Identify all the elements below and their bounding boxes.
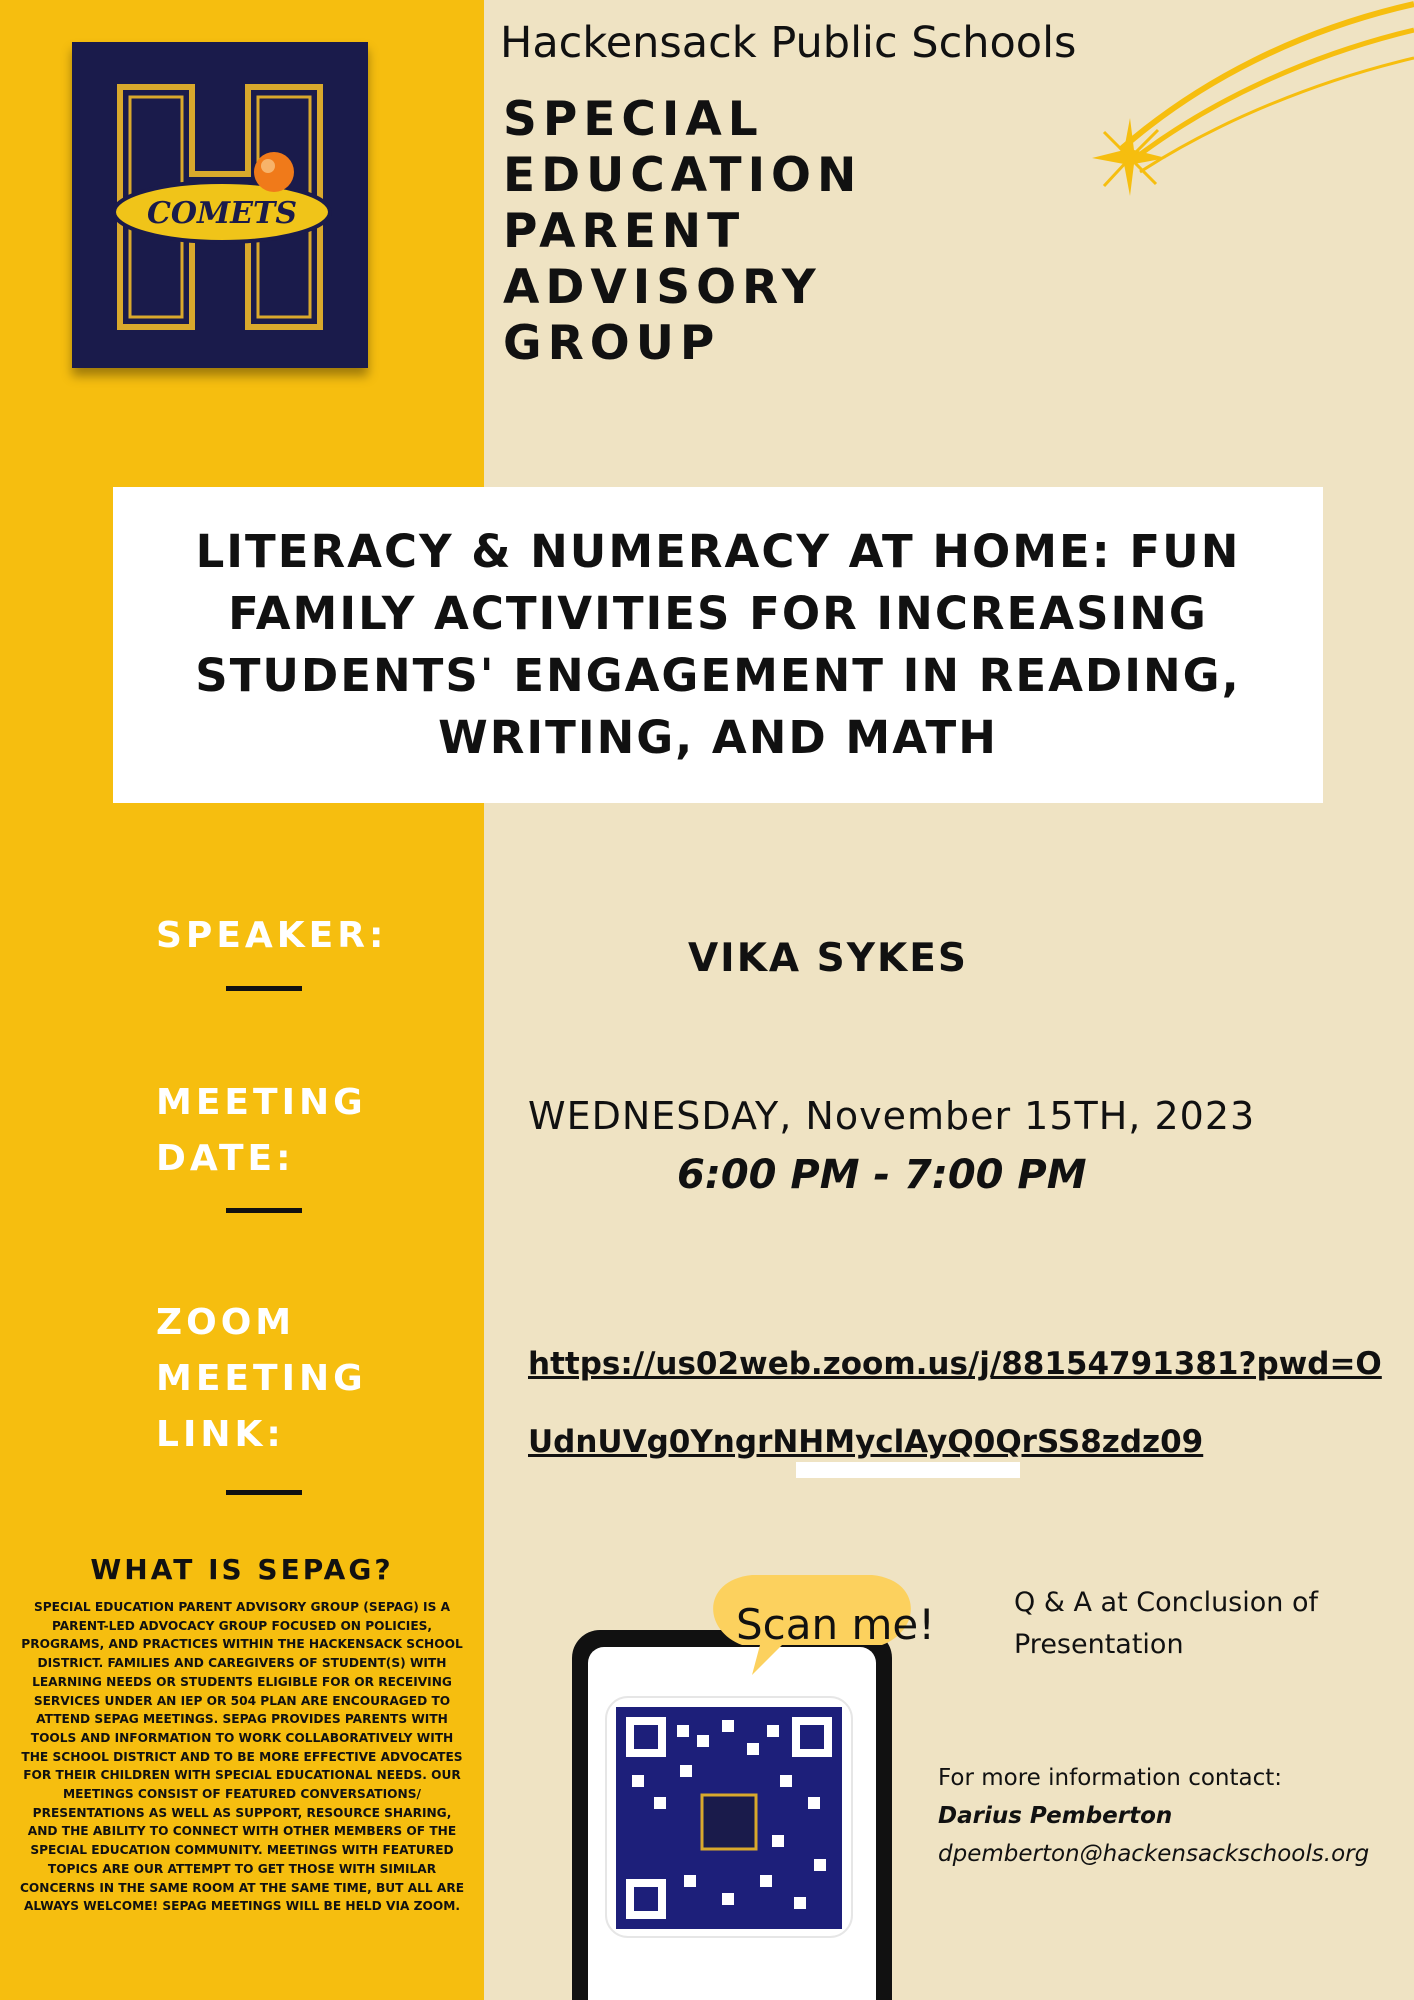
about-description: SPECIAL EDUCATION PARENT ADVISORY GROUP (SEPAG) IS A PARENT-LED ADVOCACY GROUP FOCUSED ON POLICIES, PROGRAMS, AND PRACTICES WITHIN THE HACKENSACK SCHOOL DISTRICT. FAMILIES AND CAREGIVERS OF STUDENT(S) WITH LEARNING NEEDS OR STUDENTS ELIGIBLE FOR OR RECEIVING SERVICES UNDER AN IEP OR 504 PLAN ARE ENCOURAGED TO ATTEND SEPAG MEETINGS. SEPAG PROVIDES PARENTS WITH TOOLS AND INFORMATION TO WORK COLLABORATIVELY WITH THE SCHOOL DISTRICT AND TO BE MORE EFFECTIVE ADVOCATES FOR THEIR CHILDREN WITH SPECIAL EDUCATIONAL NEEDS. OUR MEETINGS CONSIST OF FEATURED CONVERSATIONS/ PRESENTATIONS AS WELL AS SUPPORT, RESOURCE SHARING, AND THE ABILITY TO CONNECT WITH OTHER MEMBERS OF THE SPECIAL EDUCATION COMMUNITY. MEETINGS WITH FEATURED TOPICS ARE OUR ATTEMPT TO GET THOSE WITH SIMILAR CONCERNS IN THE SAME ROOM AT THE SAME TIME, BUT ALL ARE ALWAYS WELCOME! SEPAG MEETINGS WILL BE HELD VIA ZOOM. [19,1600,465,1914]
zoom-label-line: LINK: [156,1414,285,1455]
contact-intro: For more information contact: [938,1765,1283,1791]
contact-email[interactable]: dpemberton@hackensackschools.org [938,1841,1370,1867]
group-title-line: PARENT [503,204,746,259]
meeting-date: WEDNESDAY, November 15TH, 2023 [528,1094,1256,1138]
group-title-line: SPECIAL [503,92,764,147]
comets-logo [72,42,368,368]
event-title: LITERACY & NUMERACY AT HOME: FUN FAMILY ACTIVITIES FOR INCREASING STUDENTS' ENGAGEMENT IN READING, WRITING, AND MATH [195,525,1241,764]
group-title-line: GROUP [503,316,721,371]
contact-name: Darius Pemberton [938,1803,1173,1829]
speaker-label: SPEAKER: [156,915,388,956]
scan-me-label: Scan me! [736,1600,936,1649]
group-title [503,92,862,372]
qr-code-icon [616,1707,842,1929]
logo-text: COMETS [146,196,298,231]
zoom-label-line: ZOOM [156,1302,296,1343]
speaker-divider [226,986,302,991]
speaker-name: VIKA SYKES [688,936,968,981]
organization-name: Hackensack Public Schools [500,18,1077,68]
h-letter-icon [72,42,368,368]
meeting-date-label-line: MEETING [156,1082,367,1123]
about-title: WHAT IS SEPAG? [90,1553,394,1586]
zoom-meeting-link[interactable]: https://us02web.zoom.us/j/88154791381?pwd=OUdnUVg0YngrNHMyclAyQ0QrSS8zdz09 [528,1346,1382,1460]
zoom-link-divider [226,1490,302,1495]
meeting-time: 6:00 PM - 7:00 PM [677,1152,1087,1198]
group-title-line: ADVISORY [503,260,822,315]
zoom-link-label [156,1295,367,1463]
meeting-date-label-line: DATE: [156,1138,295,1179]
zoom-label-line: MEETING [156,1358,367,1399]
contact-block [938,1759,1408,1873]
event-title-box [113,487,1323,803]
group-title-line: EDUCATION [503,148,863,203]
qa-note: Q & A at Conclusion of Presentation [1014,1587,1318,1660]
link-underbar [796,1462,1020,1478]
meeting-date-label [156,1075,367,1187]
meeting-date-divider [226,1208,302,1213]
shooting-star-icon [1060,0,1414,260]
